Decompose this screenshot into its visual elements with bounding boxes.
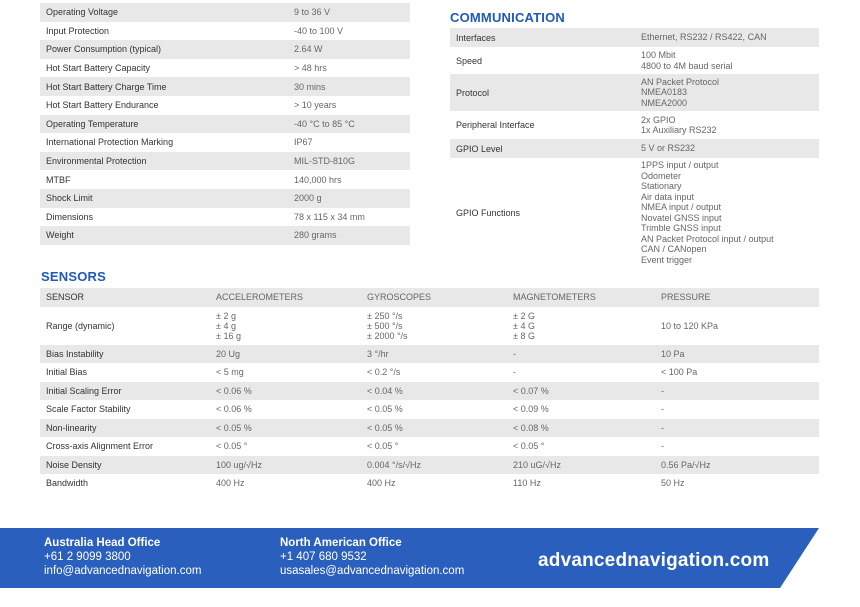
spec-value: > 48 hrs [294, 63, 327, 74]
spec-value: -40 °C to 85 °C [290, 115, 410, 134]
sensor-value: ± 2 G ± 4 G ± 8 G [513, 310, 535, 341]
sensor-value: 10 Pa [655, 345, 819, 364]
sensor-value: - [655, 382, 819, 401]
spec-row [40, 40, 410, 59]
sensor-value: < 0.05 ° [216, 441, 248, 452]
spec-label: Hot Start Battery Charge Time [40, 77, 290, 96]
comm-value: Ethernet, RS232 / RS422, CAN [637, 28, 819, 47]
sensor-value: < 0.05 ° [367, 441, 399, 452]
spec-label: International Protection Marking [46, 137, 174, 148]
comm-value: AN Packet Protocol NMEA0183 NMEA2000 [637, 74, 819, 111]
spec-label: Weight [40, 226, 290, 245]
sensor-value: < 0.05 ° [513, 441, 545, 452]
comm-value: 5 V or RS232 [637, 139, 819, 158]
sensor-value: < 0.08 % [507, 419, 655, 438]
comm-label: GPIO Level [450, 139, 637, 158]
office-email[interactable]: info@advancednavigation.com [44, 565, 202, 577]
comm-row [450, 47, 819, 74]
sensor-param: Non-linearity [40, 419, 210, 438]
spec-row [40, 59, 410, 78]
sensor-value: 400 Hz [367, 478, 396, 489]
sensor-param: Initial Bias [46, 367, 88, 378]
spec-row [40, 133, 410, 152]
sensor-value: < 5 mg [216, 367, 244, 378]
spec-value: 9 to 36 V [290, 3, 410, 22]
sensor-row [40, 363, 819, 382]
spec-row [40, 77, 410, 96]
spec-row [40, 3, 410, 22]
sensor-row [40, 437, 819, 456]
office-australia [44, 536, 201, 578]
comm-label: Peripheral Interface [456, 120, 535, 130]
sensor-row [40, 400, 819, 419]
sensor-value: < 0.06 % [216, 404, 252, 415]
sensor-value: < 100 Pa [661, 367, 698, 378]
spec-value: 280 grams [290, 226, 410, 245]
comm-value: 1PPS input / output Odometer Stationary Air data input NMEA input / output Novatel GNSS input Trimble GNSS input AN Packet Protocol input / output CAN / CANopen Event trigger [641, 160, 774, 265]
comm-label: Interfaces [450, 28, 637, 47]
spec-label: Operating Voltage [40, 3, 290, 22]
spec-label: Hot Start Battery Capacity [46, 63, 151, 74]
sensor-value: 400 Hz [216, 478, 245, 489]
sensor-param: Bias Instability [40, 345, 210, 364]
sensor-value: < 0.05 % [210, 419, 361, 438]
comm-value: 100 Mbit 4800 to 4M baud serial [641, 50, 733, 71]
sensor-param: Noise Density [40, 456, 210, 475]
spec-value: MIL-STD-810G [290, 152, 410, 171]
spec-row [40, 170, 410, 189]
sensor-value: - [661, 404, 664, 415]
spec-value: 2000 g [290, 189, 410, 208]
spec-row [40, 22, 410, 41]
sensor-value: 110 Hz [513, 478, 541, 489]
spec-value: > 10 years [294, 100, 337, 111]
sensor-value: < 0.04 % [361, 382, 507, 401]
sensor-value: - [655, 419, 819, 438]
sensor-row [40, 382, 819, 401]
sensor-value: 10 to 120 KPa [661, 320, 719, 331]
communication-title: COMMUNICATION [450, 10, 566, 25]
sensor-value: 3 °/hr [361, 345, 507, 364]
comm-label: Speed [456, 55, 483, 66]
office-phone[interactable]: +61 2 9099 3800 [44, 551, 131, 563]
column-header: SENSOR [40, 288, 210, 307]
sensor-value: 20 Ug [210, 345, 361, 364]
spec-row [40, 152, 410, 171]
sensor-value: < 0.07 % [507, 382, 655, 401]
sensor-value: ± 250 °/s ± 500 °/s ± 2000 °/s [367, 310, 408, 341]
comm-row [450, 28, 819, 47]
sensor-row [40, 456, 819, 475]
sensor-value: - [661, 441, 664, 452]
spec-label: Environmental Protection [40, 152, 290, 171]
spec-label: Input Protection [46, 25, 110, 36]
sensor-value: < 0.06 % [210, 382, 361, 401]
spec-label: Shock Limit [40, 189, 290, 208]
sensor-value: 0.56 Pa/√Hz [655, 456, 819, 475]
spec-row [40, 96, 410, 115]
column-header: MAGNETOMETERS [507, 288, 655, 307]
sensor-value: - [513, 367, 516, 378]
comm-row [450, 158, 819, 267]
sensor-value: 50 Hz [661, 478, 685, 489]
spec-row [40, 226, 410, 245]
sensor-row [40, 307, 819, 345]
general-specs-table [40, 3, 410, 245]
sensor-row [40, 345, 819, 364]
sensor-value: 100 ug/√Hz [210, 456, 361, 475]
sensor-param: Scale Factor Stability [46, 404, 131, 415]
comm-row [450, 74, 819, 111]
comm-label: Protocol [450, 74, 637, 111]
sensor-value: ± 2 g ± 4 g ± 16 g [216, 310, 241, 341]
sensor-value: < 0.05 % [367, 404, 403, 415]
spec-value: IP67 [294, 137, 313, 148]
column-header: PRESSURE [655, 288, 819, 307]
communication-table [450, 28, 819, 267]
spec-row [40, 208, 410, 227]
sensor-value: - [507, 345, 655, 364]
spec-row [40, 189, 410, 208]
comm-row [450, 139, 819, 158]
spec-label: Dimensions [46, 211, 94, 222]
office-north-america [280, 536, 464, 578]
spec-label: Power Consumption (typical) [40, 40, 290, 59]
office-email[interactable]: usasales@advancednavigation.com [280, 565, 465, 577]
sensor-param: Range (dynamic) [46, 320, 115, 331]
spec-value: 2.64 W [290, 40, 410, 59]
spec-value: 140,000 hrs [294, 174, 342, 185]
sensor-param: Bandwidth [46, 478, 89, 489]
sensor-value: < 0.2 °/s [367, 367, 401, 378]
sensor-value: 210 uG/√Hz [507, 456, 655, 475]
spec-value: 78 x 115 x 34 mm [294, 211, 365, 222]
sensor-value: < 0.09 % [513, 404, 549, 415]
comm-label: GPIO Functions [456, 207, 521, 218]
spec-label: Operating Temperature [40, 115, 290, 134]
office-name: North American Office [280, 537, 402, 549]
sensors-header-row [40, 288, 819, 307]
spec-label: MTBF [46, 174, 71, 185]
sensor-row [40, 474, 819, 493]
office-phone[interactable]: +1 407 680 9532 [280, 551, 367, 563]
column-header: ACCELEROMETERS [210, 288, 361, 307]
sensor-param: Cross-axis Alignment Error [46, 441, 154, 452]
office-name: Australia Head Office [44, 537, 161, 549]
comm-row [450, 111, 819, 139]
sensor-row [40, 419, 819, 438]
spec-value: -40 to 100 V [294, 25, 344, 36]
sensor-value: < 0.05 % [361, 419, 507, 438]
comm-value: 2x GPIO 1x Auxiliary RS232 [641, 114, 717, 135]
column-header: GYROSCOPES [361, 288, 507, 307]
spec-value: 30 mins [290, 77, 410, 96]
spec-row [40, 115, 410, 134]
sensor-param: Initial Scaling Error [40, 382, 210, 401]
sensors-table [40, 288, 819, 493]
sensor-value: 0.004 °/s/√Hz [361, 456, 507, 475]
sensors-title: SENSORS [41, 269, 106, 284]
spec-label: Hot Start Battery Endurance [46, 100, 159, 111]
website-link[interactable]: advancednavigation.com [538, 550, 770, 571]
